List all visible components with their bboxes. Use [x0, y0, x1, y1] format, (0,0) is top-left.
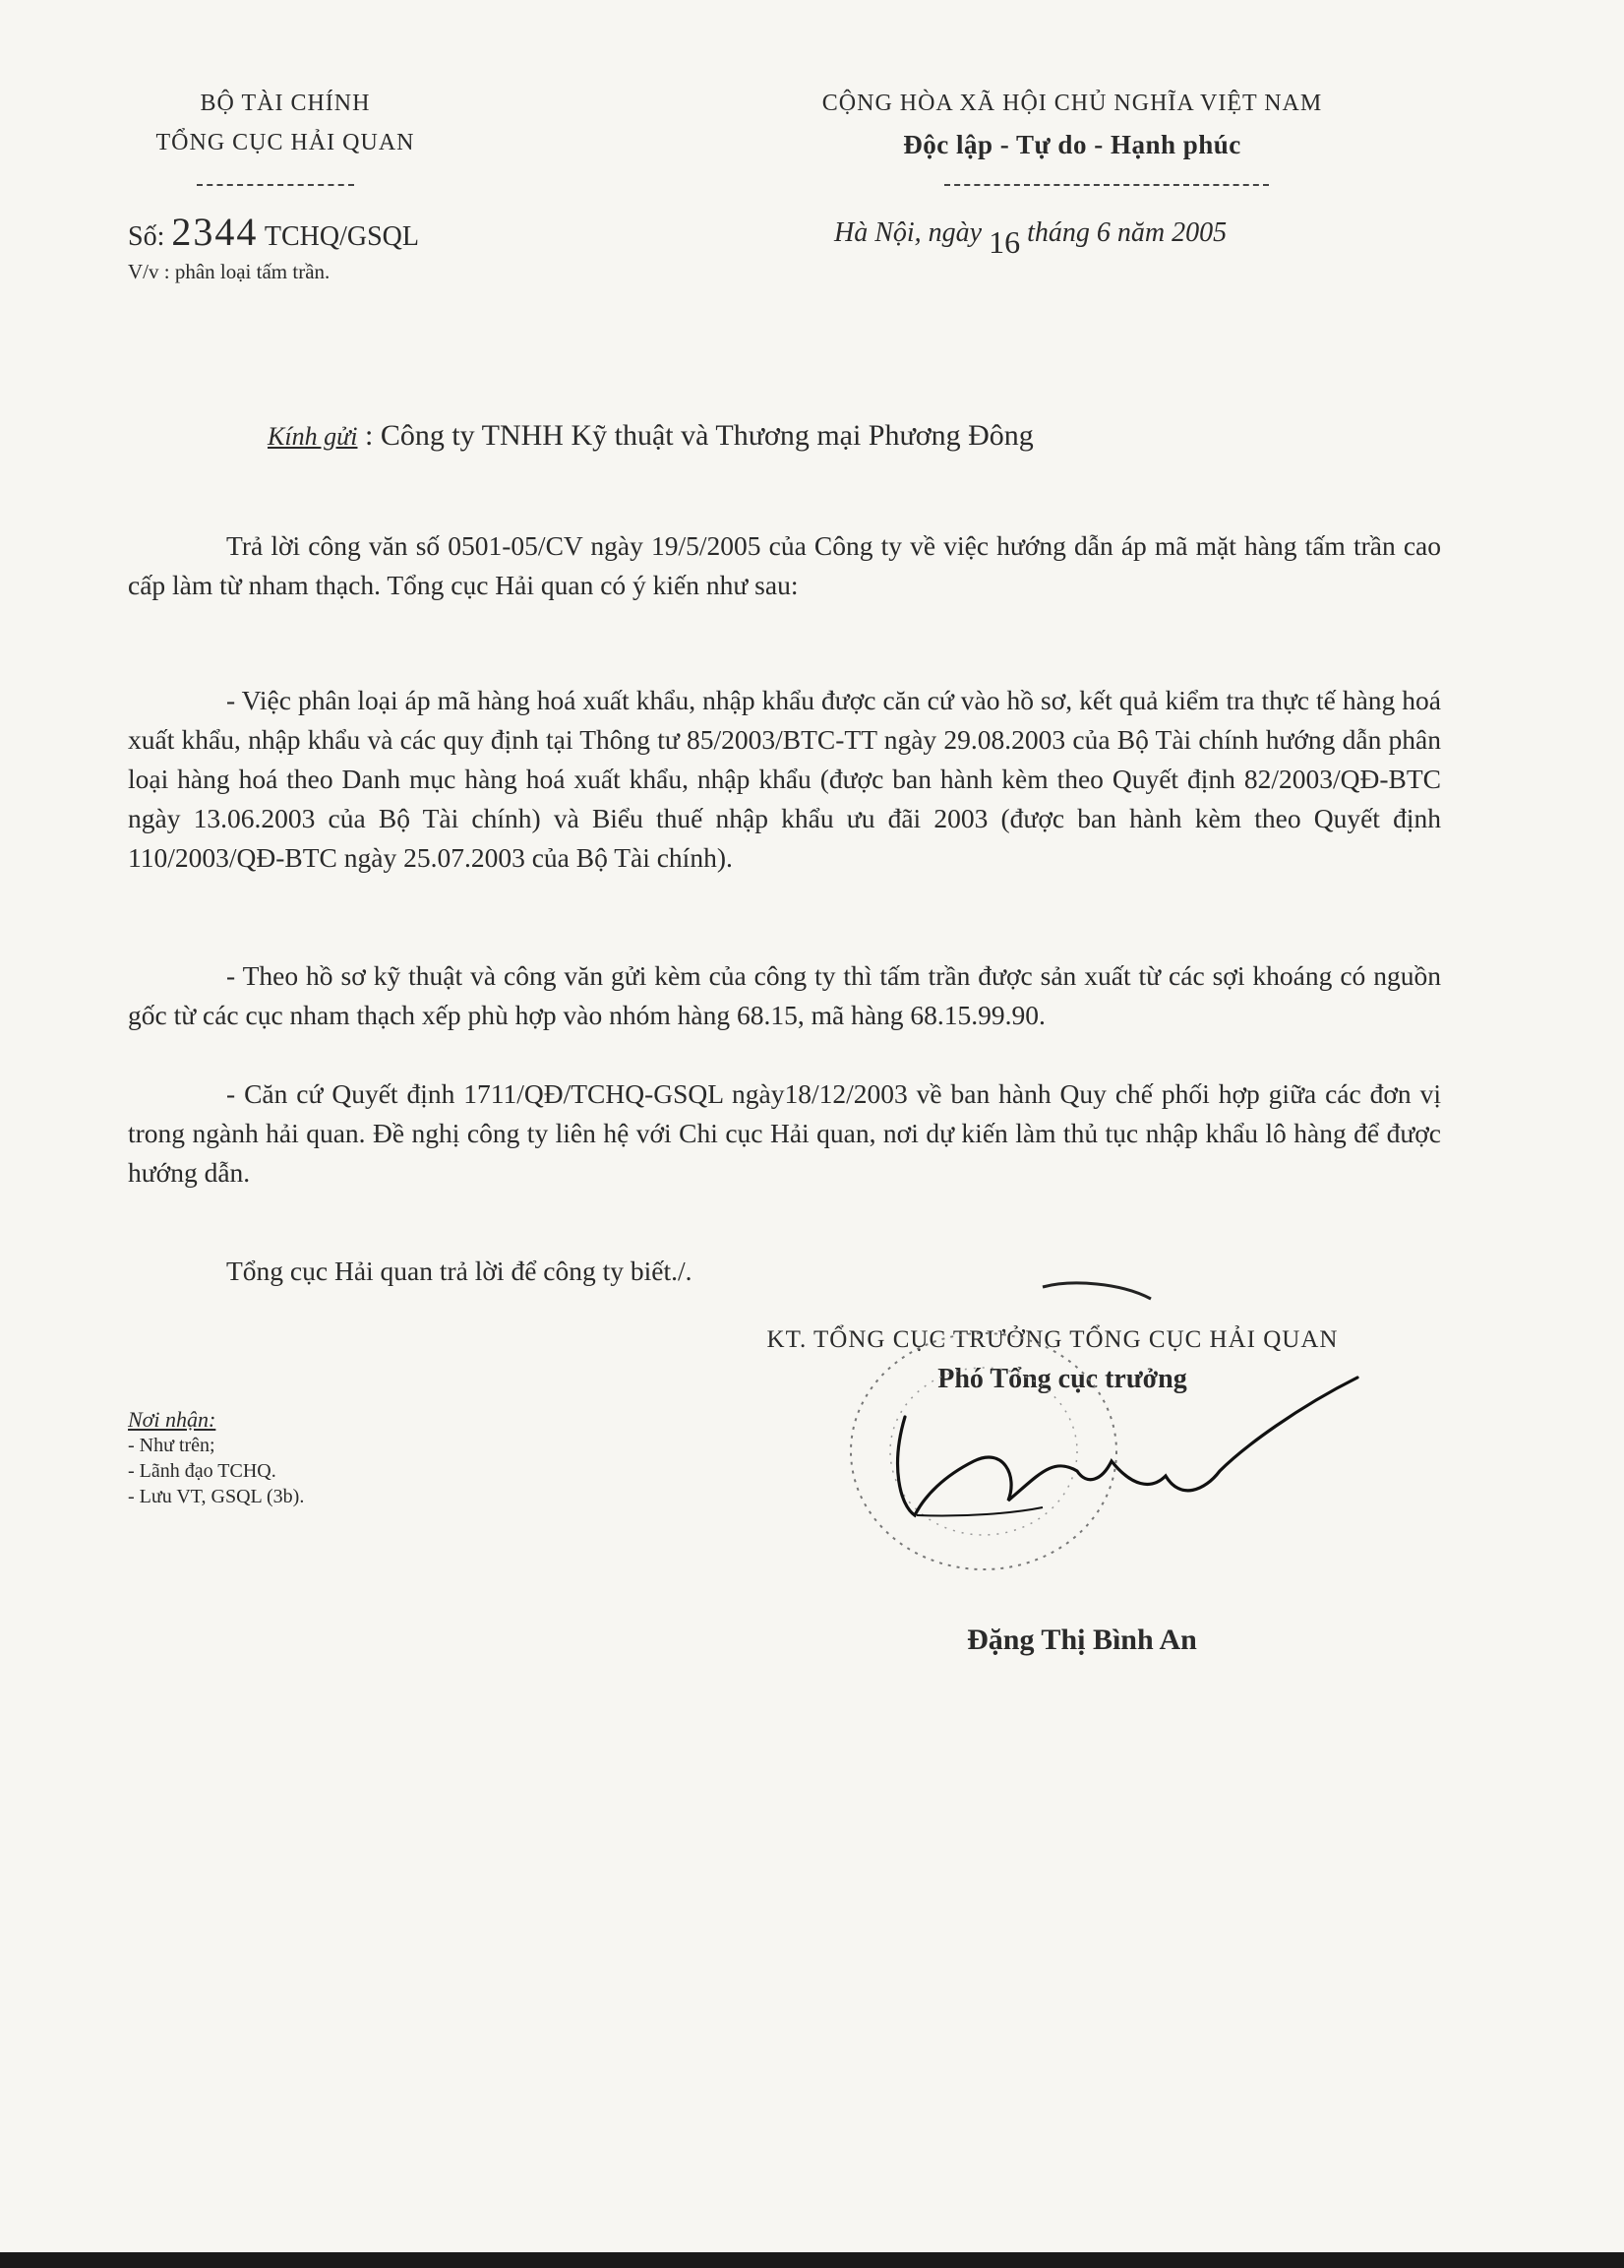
signature-subtitle: Phó Tổng cục trưởng: [937, 1364, 1187, 1394]
ministry-name: BỘ TÀI CHÍNH: [200, 91, 371, 116]
date-day: 16: [989, 224, 1021, 260]
national-motto: Độc lập - Tự do - Hạnh phúc: [903, 130, 1241, 159]
paragraph-regulation: - Căn cứ Quyết định 1711/QĐ/TCHQ-GSQL ngày18/12/2003 về ban hành Quy chế phối hợp giữa các đơn vị trong ngành hải quan. Đề nghị công ty liên hệ với Chi cục Hải quan, nơi dự kiến làm thủ tục nhập khẩu lô hàng để được hướng dẫn.: [128, 1078, 1441, 1188]
number-value: 2344: [171, 210, 259, 254]
number-suffix: TCHQ/GSQL: [264, 221, 419, 252]
header-left-divider: [197, 184, 354, 186]
receivers-block: [128, 1407, 521, 1509]
date-suffix: tháng 6 năm 2005: [1027, 217, 1228, 248]
receiver-item: - Lãnh đạo TCHQ.: [128, 1460, 276, 1482]
document-number: [128, 209, 419, 255]
recipient-line: [268, 419, 1034, 453]
subject-line: V/v : phân loại tấm trần.: [128, 260, 331, 283]
department-name: TỔNG CỤC HẢI QUAN: [155, 130, 415, 155]
header-right-divider: [944, 184, 1269, 186]
receivers-title: Nơi nhận:: [128, 1407, 216, 1432]
issue-date: [834, 213, 1228, 260]
paragraph-intro: Trả lời công văn số 0501-05/CV ngày 19/5/2005 của Công ty về việc hướng dẫn áp mã mặt hàng tấm trần cao cấp làm từ nham thạch. Tổng cục Hải quan có ý kiến như sau:: [128, 530, 1441, 600]
paragraph-technical: - Theo hồ sơ kỹ thuật và công văn gửi kèm của công ty thì tấm trần được sản xuất từ các sợi khoáng có nguồn gốc từ các cục nham thạch xếp phù hợp vào nhóm hàng 68.15, mã hàng 68.15.99.90.: [128, 960, 1441, 1030]
number-label: Số:: [128, 221, 165, 252]
republic-name: CỘNG HÒA XÃ HỘI CHỦ NGHĨA VIỆT NAM: [821, 91, 1323, 116]
paragraph-classification: - Việc phân loại áp mã hàng hoá xuất khẩu, nhập khẩu được căn cứ vào hồ sơ, kết quả kiểm tra thực tế hàng hoá xuất khẩu, nhập khẩu và các quy định tại Thông tư 85/2003/BTC-TT ngày 29.08.2003 của Bộ Tài chính hướng dẫn phân loại hàng hoá theo Danh mục hàng hoá xuất khẩu, nhập khẩu (được ban hành kèm theo Quyết định 82/2003/QĐ-BTC ngày 13.06.2003 của Bộ Tài chính) và Biểu thuế nhập khẩu ưu đãi 2003 (được ban hành kèm theo Quyết định 110/2003/QĐ-BTC ngày 25.07.2003 của Bộ Tài chính).: [128, 685, 1441, 873]
signer-name: Đặng Thị Bình An: [967, 1624, 1197, 1656]
paragraph-closing: Tổng cục Hải quan trả lời để công ty biết./.: [226, 1256, 692, 1286]
signature-title: KT. TỔNG CỤC TRƯỞNG TỔNG CỤC HẢI QUAN: [766, 1326, 1339, 1353]
date-prefix: Hà Nội, ngày: [834, 217, 983, 248]
scan-bottom-edge: [0, 2252, 1624, 2268]
receiver-item: - Lưu VT, GSQL (3b).: [128, 1486, 305, 1507]
recipient-name: : Công ty TNHH Kỹ thuật và Thương mại Phương Đông: [364, 419, 1034, 452]
recipient-label: Kính gửi: [268, 422, 358, 451]
official-seal-and-signature: [807, 1259, 1397, 1614]
receiver-item: - Như trên;: [128, 1435, 215, 1456]
